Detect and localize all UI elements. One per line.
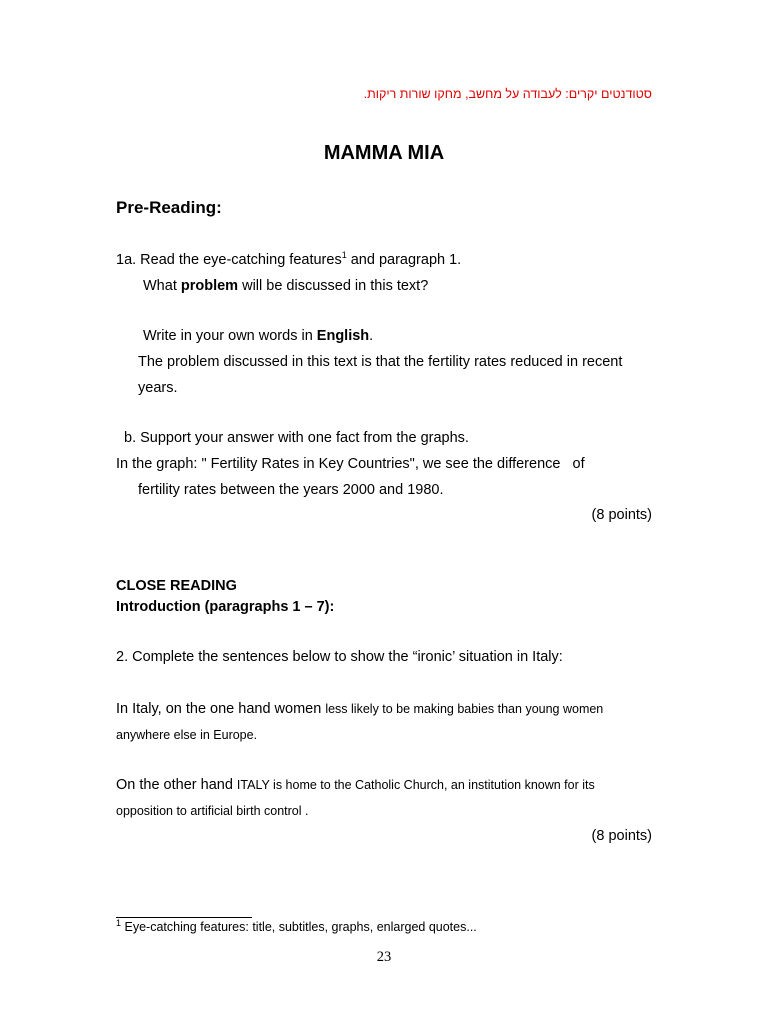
footnote-number: 1: [116, 917, 122, 928]
question-1a-suffix: and paragraph 1.: [346, 252, 462, 268]
question-1a-prefix: 1a. Read the eye-catching features: [116, 252, 342, 268]
question-2: 2. Complete the sentences below to show the “ironic’ situation in Italy:: [116, 649, 563, 665]
close-reading-heading: CLOSE READING: [116, 578, 237, 594]
sentence-1-answer: less likely to be making babies than young women: [325, 702, 604, 716]
prompt-post: will be discussed in this text?: [238, 278, 429, 294]
sentence-2: [116, 777, 595, 793]
footnote-divider: [116, 917, 252, 918]
sentence-2-answer-text: opposition to artificial birth control: [116, 804, 302, 818]
introduction-subheading: Introduction (paragraphs 1 – 7):: [116, 599, 335, 615]
page-title: MAMMA MIA: [323, 142, 445, 164]
answer-1a-line2: years.: [138, 380, 178, 396]
prompt-bold: problem: [180, 278, 239, 294]
sentence-2-answer-line2: [116, 804, 308, 818]
header-note: סטודנטים יקרים: לעבודה על מחשב, מחקו שורות ריקות.: [363, 87, 652, 101]
sentence-1: [116, 701, 603, 717]
instruction: [143, 328, 373, 344]
question-1b: b. Support your answer with one fact from the graphs.: [124, 430, 469, 446]
question-1a-prompt: [143, 278, 428, 294]
answer-1b-line2: fertility rates between the years 2000 and 1980.: [138, 482, 444, 498]
answer-1a-line1: The problem discussed in this text is that the fertility rates reduced in recent: [138, 354, 623, 370]
footnote: [116, 917, 477, 934]
footnote-ref: 1: [341, 250, 347, 261]
sentence-2-end: .: [301, 804, 309, 818]
question-1a: [116, 252, 461, 268]
points-pre-reading: (8 points): [591, 507, 652, 523]
sentence-1-answer-line2: anywhere else in Europe.: [116, 728, 258, 742]
sentence-1-prefix: In Italy, on the one hand women: [116, 701, 326, 717]
sentence-2-prefix: On the other hand: [116, 777, 237, 793]
answer-1b-line1: In the graph: " Fertility Rates in Key Countries", we see the difference of: [116, 456, 585, 472]
sentence-2-answer: ITALY is home to the Catholic Church, an institution known for its: [236, 778, 595, 792]
footnote-text: Eye-catching features: title, subtitles, graphs, enlarged quotes...: [121, 920, 477, 934]
points-close-reading: (8 points): [591, 828, 652, 844]
instruction-post: .: [369, 328, 374, 344]
prompt-pre: What: [143, 278, 181, 294]
instruction-bold: English: [316, 328, 370, 344]
page-number: 23: [376, 949, 392, 965]
pre-reading-heading: Pre-Reading:: [116, 198, 222, 217]
instruction-pre: Write in your own words in: [143, 328, 317, 344]
